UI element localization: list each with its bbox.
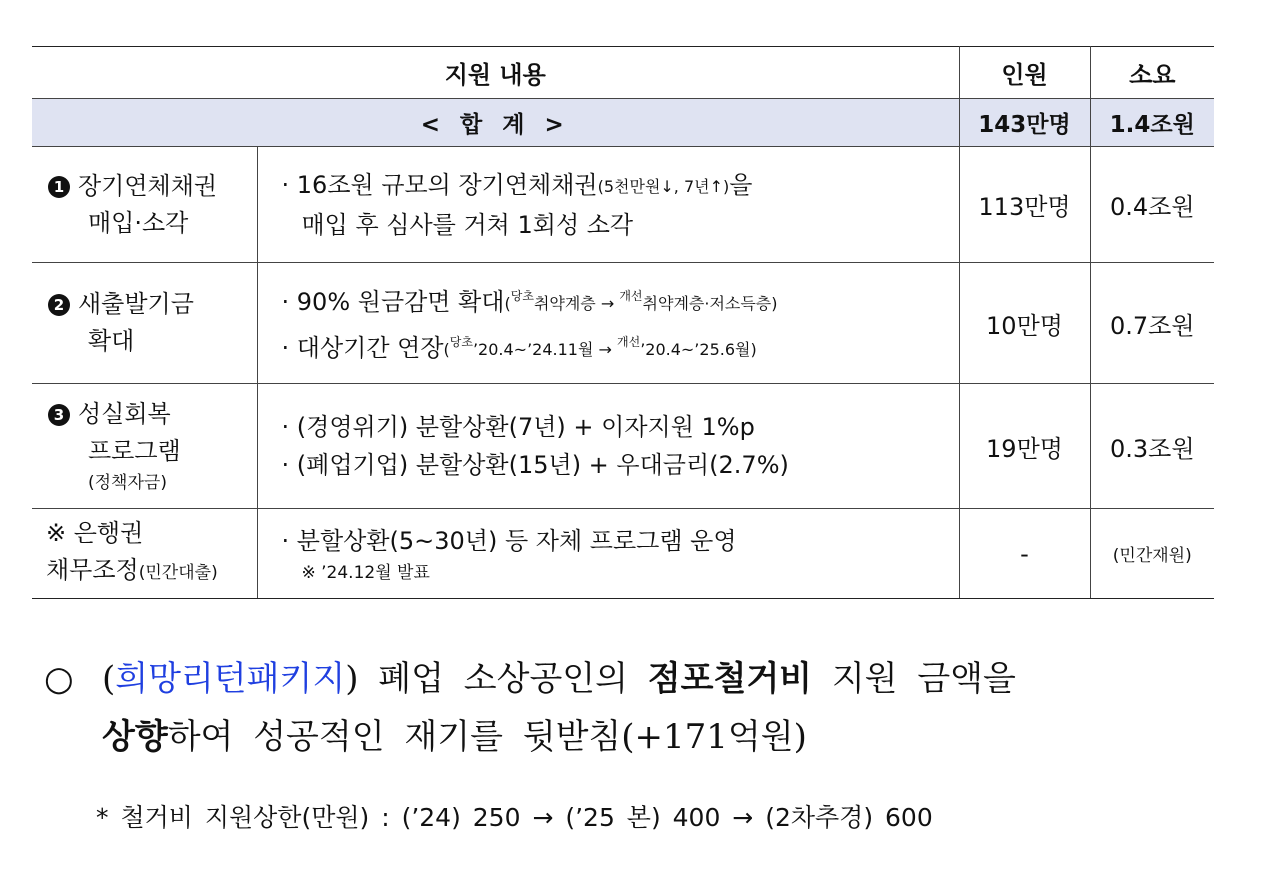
row-title bbox=[32, 384, 257, 509]
desc-line2: 매입 후 심사를 거쳐 1회성 소각 bbox=[301, 210, 634, 239]
table-row bbox=[32, 384, 1214, 509]
paragraph bbox=[44, 650, 1224, 766]
desc-line1: (경영위기) 분할상환(7년) + 이자지원 1%p bbox=[296, 413, 755, 441]
paren-open: ( bbox=[102, 659, 116, 699]
paren-open: ( bbox=[443, 340, 450, 359]
number-badge-3: 3 bbox=[48, 404, 70, 426]
total-people: 143만명 bbox=[959, 99, 1090, 147]
bullet-icon: · bbox=[281, 288, 290, 316]
row-title-line1: ※ 은행권 bbox=[46, 519, 144, 547]
row-title-line1: 새출발기금 bbox=[78, 290, 194, 318]
row-cost: 0.7조원 bbox=[1090, 263, 1214, 384]
paragraph-line2 bbox=[44, 708, 1224, 766]
paragraph-text-a: ) 폐업 소상공인의 bbox=[345, 659, 648, 699]
row-title-line3: (정책자금) bbox=[88, 472, 167, 493]
desc-line1: 분할상환(5~30년) 등 자체 프로그램 운영 bbox=[296, 526, 737, 555]
desc-line1: 16조원 규모의 장기연체채권 bbox=[296, 170, 598, 199]
sup-after: 개선 bbox=[617, 335, 641, 349]
row-title bbox=[32, 263, 257, 384]
row-people: 10만명 bbox=[959, 263, 1090, 384]
desc-line1: 90% 원금감면 확대 bbox=[296, 288, 505, 316]
row-title-line2-note: (민간대출) bbox=[138, 563, 218, 583]
header-content: 지원 내용 bbox=[32, 47, 959, 99]
row-title bbox=[32, 509, 257, 599]
paragraph-text-b: 지원 금액을 bbox=[812, 659, 1016, 699]
desc-line1-note: (5천만원↓, 7년↑) bbox=[597, 176, 730, 196]
row-title-line2: 채무조정 bbox=[46, 556, 139, 584]
number-badge-1: 1 bbox=[48, 176, 70, 198]
table-row bbox=[32, 509, 1214, 599]
note-before: ’20.4~’24.11월 → bbox=[472, 340, 617, 359]
row-cost: 0.4조원 bbox=[1090, 147, 1214, 263]
table-row bbox=[32, 147, 1214, 263]
desc-line2: 대상기간 연장 bbox=[296, 334, 444, 362]
sup-before: 당초 bbox=[449, 335, 473, 349]
row-title-line2: 프로그램 bbox=[88, 436, 181, 465]
row-people: 113만명 bbox=[959, 147, 1090, 263]
desc-line2: (폐업기업) 분할상환(15년) + 우대금리(2.7%) bbox=[296, 451, 789, 479]
desc-line1-note bbox=[504, 289, 778, 313]
desc-line2-note bbox=[443, 335, 757, 359]
highlight-program-name: 희망리턴패키지 bbox=[115, 659, 346, 699]
row-description bbox=[257, 147, 959, 263]
row-title-line1: 성실회복 bbox=[78, 399, 171, 428]
row-people: 19만명 bbox=[959, 384, 1090, 509]
row-cost: 0.3조원 bbox=[1090, 384, 1214, 509]
total-label: < 합 계 > bbox=[32, 99, 959, 147]
footnote: * 철거비 지원상한(만원) : (’24) 250 → (’25 본) 400 → (2차추경) 600 bbox=[96, 803, 933, 832]
paragraph-text-c: 하여 성공적인 재기를 뒷받침(+171억원) bbox=[167, 717, 807, 757]
table-header-row bbox=[32, 47, 1214, 99]
support-table bbox=[32, 46, 1214, 599]
header-people: 인원 bbox=[959, 47, 1090, 99]
number-badge-2: 2 bbox=[48, 294, 70, 316]
sup-after: 개선 bbox=[619, 289, 643, 303]
circle-bullet-icon: ○ bbox=[44, 659, 74, 699]
bullet-icon: · bbox=[281, 334, 290, 362]
sup-before: 당초 bbox=[510, 289, 534, 303]
desc-note: ※ ’24.12월 발표 bbox=[301, 562, 430, 583]
header-cost: 소요 bbox=[1090, 47, 1214, 99]
row-description bbox=[257, 509, 959, 599]
row-description bbox=[257, 384, 959, 509]
row-title-line2: 확대 bbox=[88, 327, 135, 355]
total-row bbox=[32, 99, 1214, 147]
table-row bbox=[32, 263, 1214, 384]
note-after: ’20.4~’25.6월) bbox=[640, 340, 757, 359]
row-title-line1: 장기연체채권 bbox=[78, 171, 218, 200]
row-cost: (민간재원) bbox=[1090, 509, 1214, 599]
row-description bbox=[257, 263, 959, 384]
bullet-icon: · bbox=[281, 170, 290, 199]
bullet-icon: · bbox=[281, 526, 290, 555]
total-cost: 1.4조원 bbox=[1090, 99, 1214, 147]
bullet-icon: · bbox=[281, 451, 290, 479]
desc-line1-end: 을 bbox=[729, 170, 753, 199]
bullet-icon: · bbox=[281, 413, 290, 441]
row-people: - bbox=[959, 509, 1090, 599]
paren-open: ( bbox=[504, 294, 511, 313]
row-title bbox=[32, 147, 257, 263]
bold-term-2: 상향 bbox=[102, 717, 168, 757]
row-title-line2: 매입·소각 bbox=[88, 208, 189, 237]
note-after: 취약계층·저소득층) bbox=[642, 294, 778, 313]
note-before: 취약계층 → bbox=[533, 294, 620, 313]
bold-term-1: 점포철거비 bbox=[647, 659, 813, 699]
